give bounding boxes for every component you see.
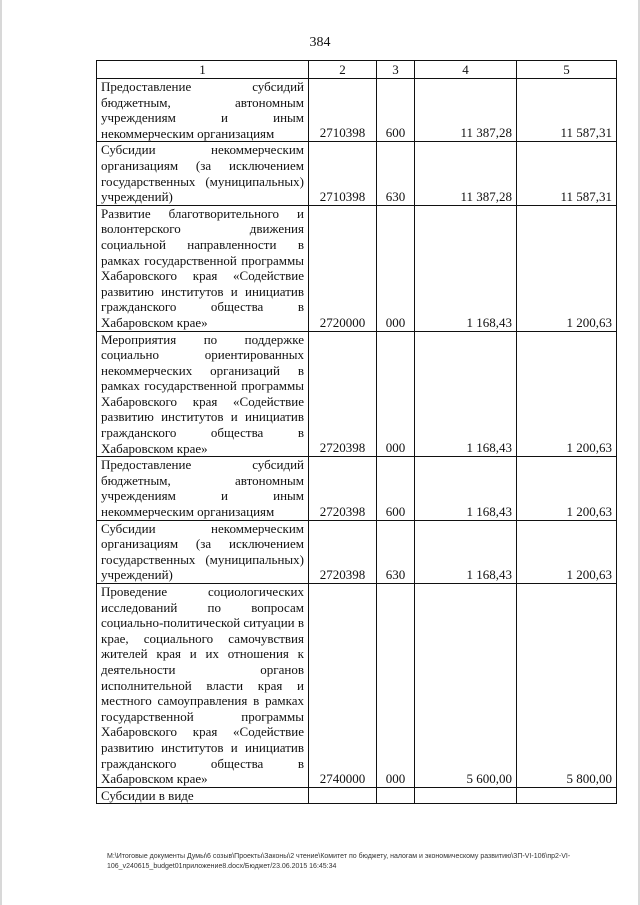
row-name: Субсидии в виде [97,787,309,804]
file-path-footer: M:\Итоговые документы Думы\6 созыв\Проекты\Законы\2 чтение\Комитет по бюджету, налогам и экономическому развитию\ЗП-VI-106\пр2-VI-106_v240615_budget01приложение8.docx/Бюджет/23.06.2015 16:45:34 [107,853,571,870]
table-row [97,79,617,142]
row-value-2 [517,787,617,804]
header-col-1: 1 [97,61,309,79]
header-row [97,61,617,79]
row-code: 2710398 [309,142,377,205]
row-type [377,787,415,804]
row-name: Предоставление субсидий бюджетным, автономным учреждениям и иным некоммерческим организациям [97,79,309,142]
row-code: 2720398 [309,520,377,583]
row-type: 630 [377,520,415,583]
row-value-2: 1 200,63 [517,205,617,331]
row-name: Предоставление субсидий бюджетным, автономным учреждениям и иным некоммерческим организациям [97,457,309,520]
row-value-1: 1 168,43 [415,457,517,520]
row-type: 600 [377,457,415,520]
left-scan-edge [0,0,2,905]
row-name: Субсидии некоммерческим организациям (за исключением государственных (муниципальных) учреждений) [97,142,309,205]
header-col-4: 4 [415,61,517,79]
table-row [97,787,617,804]
row-type: 600 [377,79,415,142]
row-code: 2740000 [309,584,377,788]
row-value-1: 5 600,00 [415,584,517,788]
row-value-2: 1 200,63 [517,520,617,583]
row-value-1: 1 168,43 [415,331,517,457]
row-code: 2720398 [309,331,377,457]
row-value-2: 1 200,63 [517,331,617,457]
budget-table [96,60,617,804]
row-value-1: 11 387,28 [415,79,517,142]
row-name: Субсидии некоммерческим организациям (за исключением государственных (муниципальных) учреждений) [97,520,309,583]
row-type: 000 [377,584,415,788]
row-type: 000 [377,331,415,457]
row-value-1 [415,787,517,804]
row-code: 2720398 [309,457,377,520]
row-name: Мероприятия по поддержке социально ориентированных некоммерческих организаций в рамках государственной программы Хабаровского края «Содействие развитию институтов и инициатив гражданского общества в Хабаровском крае» [97,331,309,457]
row-value-2: 5 800,00 [517,584,617,788]
row-type: 630 [377,142,415,205]
row-code: 2710398 [309,79,377,142]
row-code [309,787,377,804]
row-value-1: 11 387,28 [415,142,517,205]
row-code: 2720000 [309,205,377,331]
header-col-5: 5 [517,61,617,79]
row-value-2: 11 587,31 [517,79,617,142]
row-value-1: 1 168,43 [415,205,517,331]
row-value-1: 1 168,43 [415,520,517,583]
table-row [97,457,617,520]
table-row [97,584,617,788]
row-name: Проведение социологических исследований по вопросам социально-политической ситуации в крае, социального самочувствия жителей края и их отношения к деятельности органов исполнительной власти края и местного самоуправления в рамках государственной программы Хабаровского края «Содействие развитию институтов и инициатив гражданского общества в Хабаровском крае» [97,584,309,788]
header-col-3: 3 [377,61,415,79]
table-row [97,205,617,331]
table-row [97,520,617,583]
row-value-2: 11 587,31 [517,142,617,205]
row-type: 000 [377,205,415,331]
row-name: Развитие благотворительного и волонтерского движения социальной направленности в рамках государственной программы Хабаровского края «Содействие развитию институтов и инициатив гражданского общества в Хабаровском крае» [97,205,309,331]
page-number: 384 [309,35,331,50]
header-col-2: 2 [309,61,377,79]
table-row [97,142,617,205]
table-row [97,331,617,457]
row-value-2: 1 200,63 [517,457,617,520]
